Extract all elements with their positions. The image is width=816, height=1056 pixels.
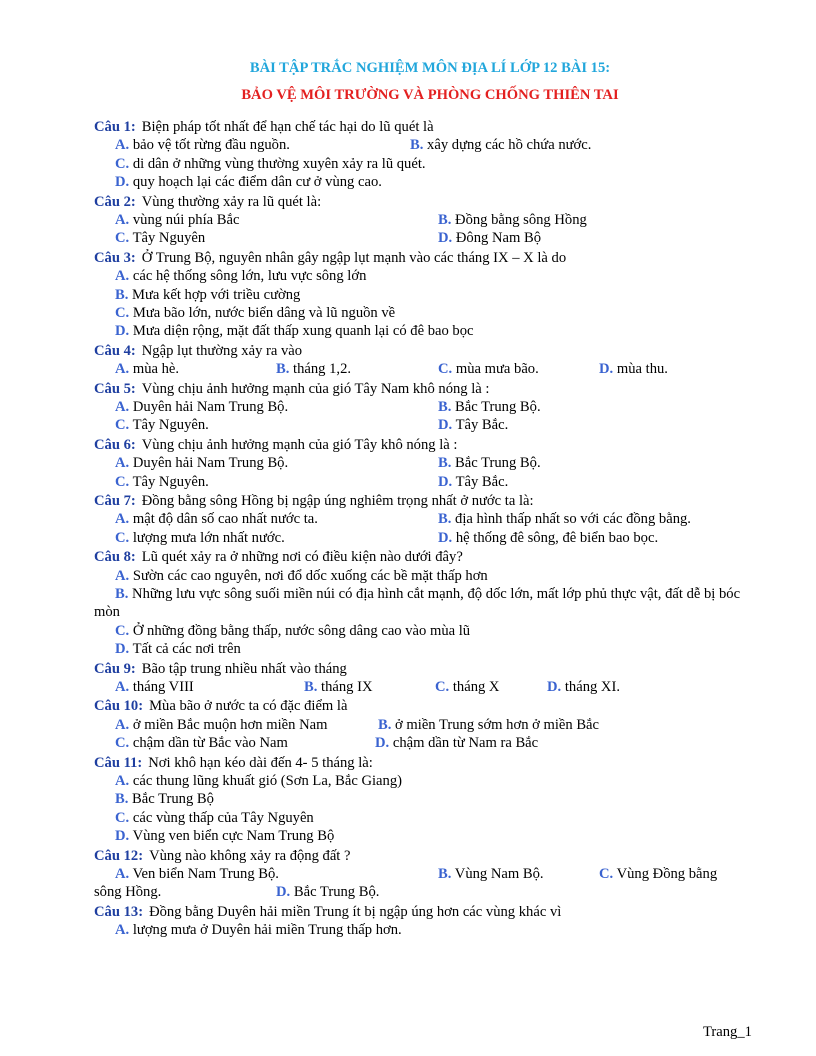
option-b[interactable]: B. Đồng bằng sông Hồng — [438, 212, 587, 229]
question-number: Câu 11: — [94, 754, 143, 771]
question-7 — [94, 492, 766, 547]
question-11 — [94, 754, 766, 846]
option-d[interactable]: D. Bắc Trung Bộ. — [276, 884, 380, 901]
question-text: Đồng bằng Duyên hải miền Trung ít bị ngập úng hơn các vùng khác vì — [149, 903, 562, 920]
option-c[interactable]: C. tháng X — [435, 679, 500, 696]
option-c[interactable]: C. Tây Nguyên. — [115, 473, 209, 490]
option-c[interactable]: C. mùa mưa bão. — [438, 361, 539, 378]
option-c[interactable]: C. chậm dần từ Bắc vào Nam — [115, 735, 288, 752]
page-number: Trang_1 — [703, 1024, 752, 1040]
option-c[interactable]: C. các vùng thấp của Tây Nguyên — [115, 809, 314, 826]
option-d[interactable]: D. Mưa diện rộng, mặt đất thấp xung quanh lại có đê bao bọc — [115, 323, 474, 340]
question-12 — [94, 847, 766, 902]
question-number: Câu 10: — [94, 698, 144, 715]
option-c[interactable]: C. Mưa bão lớn, nước biển dâng và lũ nguồn về — [115, 305, 396, 322]
question-text: Lũ quét xảy ra ở những nơi có điều kiện nào dưới đây? — [141, 549, 463, 566]
option-a[interactable]: A. Duyên hải Nam Trung Bộ. — [115, 399, 289, 416]
question-text: Đồng bằng sông Hồng bị ngập úng nghiêm trọng nhất ở nước ta là: — [141, 493, 534, 509]
question-number: Câu 8: — [94, 549, 136, 566]
option-c-continued: sông Hồng. — [94, 884, 162, 901]
question-text: Vùng chịu ảnh hưởng mạnh của gió Tây Nam khô nóng là : — [141, 380, 490, 397]
question-text: Biện pháp tốt nhất để hạn chế tác hại do lũ quét là — [141, 119, 434, 135]
option-d[interactable]: D. Tây Bắc. — [438, 473, 509, 490]
option-d[interactable]: D. Tây Bắc. — [438, 417, 509, 434]
question-number: Câu 13: — [94, 903, 144, 920]
question-text: Vùng nào không xảy ra động đất ? — [149, 847, 351, 864]
option-d[interactable]: D. Tất cả các nơi trên — [115, 641, 241, 658]
question-text: Ngập lụt thường xảy ra vào — [141, 342, 303, 359]
question-3 — [94, 249, 766, 341]
option-d[interactable]: D. chậm dần từ Nam ra Bắc — [375, 735, 539, 752]
option-a[interactable]: A. Duyên hải Nam Trung Bộ. — [115, 455, 289, 472]
option-a[interactable]: A. bảo vệ tốt rừng đầu nguồn. — [115, 137, 290, 154]
question-9 — [94, 660, 766, 697]
question-6 — [94, 436, 766, 491]
question-list — [94, 117, 766, 940]
option-a[interactable]: A. lượng mưa ở Duyên hải miền Trung thấp hơn. — [115, 922, 402, 939]
option-a[interactable]: A. ở miền Bắc muộn hơn miền Nam — [115, 716, 328, 733]
page-title: BÀI TẬP TRẮC NGHIỆM MÔN ĐỊA LÍ LỚP 12 BÀI 15: — [249, 60, 611, 76]
option-d[interactable]: D. hệ thống đê sông, đê biển bao bọc. — [438, 529, 659, 546]
question-text: Mùa bão ở nước ta có đặc điểm là — [149, 698, 348, 715]
option-b[interactable]: B. Vùng Nam Bộ. — [438, 866, 544, 883]
option-a[interactable]: A. tháng VIII — [115, 679, 194, 696]
question-5 — [94, 380, 766, 435]
option-a[interactable]: A. mùa hè. — [115, 361, 180, 378]
option-d[interactable]: D. Đông Nam Bộ — [438, 230, 541, 247]
question-number: Câu 2: — [94, 193, 136, 210]
question-number: Câu 9: — [94, 660, 136, 677]
option-d[interactable]: D. mùa thu. — [599, 361, 668, 378]
question-1 — [94, 118, 766, 192]
question-number: Câu 4: — [94, 342, 136, 359]
question-text: Vùng chịu ảnh hưởng mạnh của gió Tây khô nóng là : — [141, 436, 458, 453]
option-d[interactable]: D. tháng XI. — [547, 679, 620, 696]
option-b[interactable]: B. tháng IX — [304, 679, 373, 696]
page-subtitle: BẢO VỆ MÔI TRƯỜNG VÀ PHÒNG CHỐNG THIÊN TAI — [241, 87, 619, 103]
question-2 — [94, 193, 766, 248]
question-text: Bão tập trung nhiều nhất vào tháng — [141, 660, 347, 677]
option-b[interactable]: B. xây dựng các hồ chứa nước. — [410, 137, 592, 154]
option-a[interactable]: A. các thung lũng khuất gió (Sơn La, Bắc Giang) — [115, 773, 402, 790]
option-b[interactable]: B. Mưa kết hợp với triều cường — [115, 286, 301, 303]
question-number: Câu 3: — [94, 249, 136, 266]
option-d[interactable]: D. quy hoạch lại các điểm dân cư ở vùng cao. — [115, 174, 382, 191]
option-a[interactable]: A. mật độ dân số cao nhất nước ta. — [115, 511, 318, 528]
option-a[interactable]: A. Ven biển Nam Trung Bộ. — [115, 866, 279, 883]
question-13 — [94, 903, 766, 940]
option-b[interactable]: B. địa hình thấp nhất so với các đồng bằng. — [438, 511, 691, 528]
question-number: Câu 6: — [94, 436, 136, 453]
question-number: Câu 7: — [94, 493, 136, 509]
question-number: Câu 1: — [94, 119, 136, 135]
question-number: Câu 12: — [94, 847, 144, 864]
option-c[interactable]: C. Tây Nguyên. — [115, 417, 209, 434]
question-text: Ở Trung Bộ, nguyên nhân gây ngập lụt mạnh vào các tháng IX – X là do — [141, 249, 567, 266]
option-a[interactable]: A. Sườn các cao nguyên, nơi đổ dốc xuống các bề mặt thấp hơn — [115, 567, 488, 584]
question-10 — [94, 697, 766, 752]
option-c[interactable]: C. lượng mưa lớn nhất nước. — [115, 529, 285, 546]
question-8 — [94, 548, 766, 658]
option-c[interactable]: C. Tây Nguyên — [115, 230, 206, 247]
option-b[interactable]: B. tháng 1,2. — [276, 361, 352, 378]
question-number: Câu 5: — [94, 380, 136, 397]
option-b[interactable]: B. ở miền Trung sớm hơn ở miền Bắc — [378, 716, 600, 733]
option-c[interactable]: C. Vùng Đồng bằng — [599, 866, 718, 883]
option-d[interactable]: D. Vùng ven biển cực Nam Trung Bộ — [115, 828, 335, 845]
question-text: Nơi khô hạn kéo dài đến 4- 5 tháng là: — [148, 754, 373, 771]
option-b[interactable]: B. Những lưu vực sông suối miền núi có địa hình cắt mạnh, độ dốc lớn, mất lớp phủ thực vật, đất dễ bị bóc mòn — [94, 586, 741, 621]
option-b[interactable]: B. Bắc Trung Bộ. — [438, 455, 541, 472]
option-b[interactable]: B. Bắc Trung Bộ. — [438, 399, 541, 416]
option-a[interactable]: A. các hệ thống sông lớn, lưu vực sông lớn — [115, 268, 367, 285]
question-text: Vùng thường xảy ra lũ quét là: — [141, 193, 322, 210]
option-b[interactable]: B. Bắc Trung Bộ — [115, 791, 214, 808]
option-c[interactable]: C. Ở những đồng bằng thấp, nước sông dâng cao vào mùa lũ — [115, 622, 471, 639]
question-4 — [94, 342, 766, 379]
option-c[interactable]: C. di dân ở những vùng thường xuyên xảy ra lũ quét. — [115, 155, 426, 172]
option-a[interactable]: A. vùng núi phía Bắc — [115, 212, 240, 229]
